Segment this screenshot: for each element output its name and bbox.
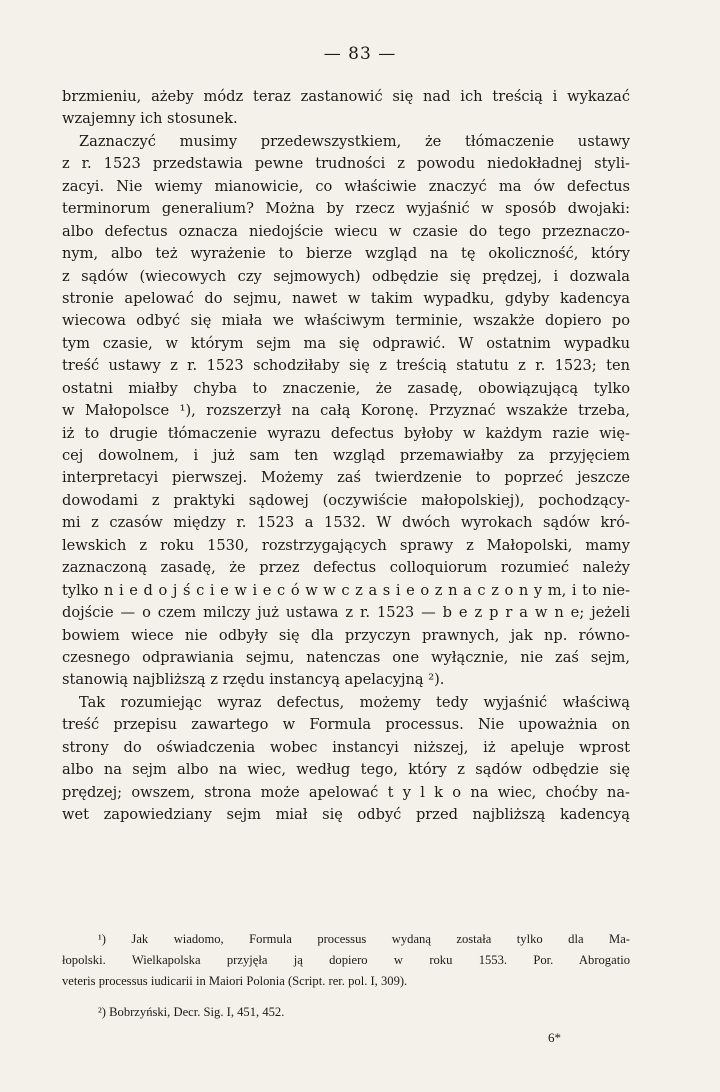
text-line: bowiem wiece nie odbyły się dla przyczyn prawnych, jak np. równo- (62, 626, 630, 644)
text-line: prędzej; owszem, strona może apelować t y l k o na wiec, choćby na- (62, 783, 630, 801)
text-line: ostatni miałby chyba to znaczenie, że zasadę, obowiązującą tylko (62, 379, 630, 397)
text-line: wzajemny ich stosunek. (62, 110, 238, 128)
footnote-line: veteris processus iudicarii in Maiori Polonia (Script. rer. pol. I, 309). (62, 974, 408, 988)
text-line: stanowią najbliższą z rzędu instancyą apelacyjną ²). (62, 671, 445, 689)
text-line: czesnego odprawiania sejmu, natenczas one wyłącznie, nie zaś sejm, (62, 648, 630, 666)
text-line: z sądów (wiecowych czy sejmowych) odbędzie się prędzej, i dozwala (62, 267, 630, 285)
text-line: iż to drugie tłómaczenie wyrazu defectus byłoby w każdym razie wię- (62, 424, 630, 442)
text-line: albo na sejm albo na wiec, według tego, który z sądów odbędzie się (62, 761, 630, 779)
footnotes (62, 929, 630, 1023)
text-line: tylko n i e d o j ś c i e w i e c ó w w c z a s i e o z n a c z o n y m, i to nie- (62, 581, 630, 599)
text-line: treść ustawy z r. 1523 schodziłaby się z treścią statutu z r. 1523; ten (62, 357, 630, 375)
text-line: nym, albo też wyrażenie to bierze wzgląd na tę okoliczność, który (62, 245, 630, 263)
footnote-line: łopolski. Wielkapolska przyjęła ją dopiero w roku 1553. Por. Abrogatio (62, 953, 630, 967)
text-line: interpretacyi pierwszej. Możemy zaś twierdzenie to poprzeć jeszcze (62, 469, 630, 487)
text-line: dowodami z praktyki sądowej (oczywiście małopolskiej), pochodzący- (62, 491, 630, 509)
text-line: Zaznaczyć musimy przedewszystkiem, że tłómaczenie ustawy (79, 132, 630, 150)
text-line: dojście — o czem milczy już ustawa z r. 1523 — b e z p r a w n e; jeżeli (62, 604, 630, 622)
text-line: brzmieniu, ażeby módz teraz zastanowić się nad ich treścią i wykazać (62, 88, 630, 105)
text-line: z r. 1523 przedstawia pewne trudności z powodu niedokładnej styli- (62, 155, 630, 173)
text-line: w Małopolsce ¹), rozszerzył na całą Koronę. Przyznać wszakże trzeba, (62, 402, 630, 420)
footnote-line: ¹) Jak wiadomo, Formula processus wydaną została tylko dla Ma- (98, 932, 630, 946)
page-number: — 83 — (323, 44, 397, 64)
main-text (62, 86, 630, 826)
text-line: lewskich z roku 1530, rozstrzygających sprawy z Małopolski, mamy (62, 536, 630, 554)
footnote-line: ²) Bobrzyński, Decr. Sig. I, 451, 452. (98, 1005, 285, 1019)
text-line: treść przepisu zawartego w Formula processus. Nie upoważnia on (62, 716, 630, 734)
text-line: mi z czasów między r. 1523 a 1532. W dwóch wyrokach sądów kró- (62, 514, 630, 532)
text-line: zacyi. Nie wiemy mianowicie, co właściwie znaczyć ma ów defectus (62, 177, 630, 195)
text-line: wet zapowiedziany sejm miał się odbyć przed najbliższą kadencyą (62, 806, 630, 823)
text-line: wiecowa odbyć się miała we właściwym terminie, wszakże dopiero po (62, 312, 630, 330)
printer-signature-mark: 6* (548, 1030, 561, 1045)
text-line: albo defectus oznacza niedojście wiecu w czasie do tego przeznaczo- (62, 222, 630, 240)
text-line: Tak rozumiejąc wyraz defectus, możemy tedy wyjaśnić właściwą (79, 693, 630, 711)
text-line: zaznaczoną zasadę, że przez defectus colloquiorum rozumieć należy (62, 559, 630, 577)
text-line: terminorum generalium? Można by rzecz wyjaśnić w sposób dwojaki: (62, 200, 630, 218)
text-line: cej dowolnem, i już sam ten wzgląd przemawiałby za przyjęciem (62, 447, 630, 464)
text-line: stronie apelować do sejmu, nawet w takim wypadku, gdyby kadencya (62, 289, 630, 307)
text-line: tym czasie, w którym sejm ma się odprawić. W ostatnim wypadku (62, 334, 630, 352)
text-line: strony do oświadczenia wobec instancyi niższej, iż apeluje wprost (62, 738, 630, 756)
